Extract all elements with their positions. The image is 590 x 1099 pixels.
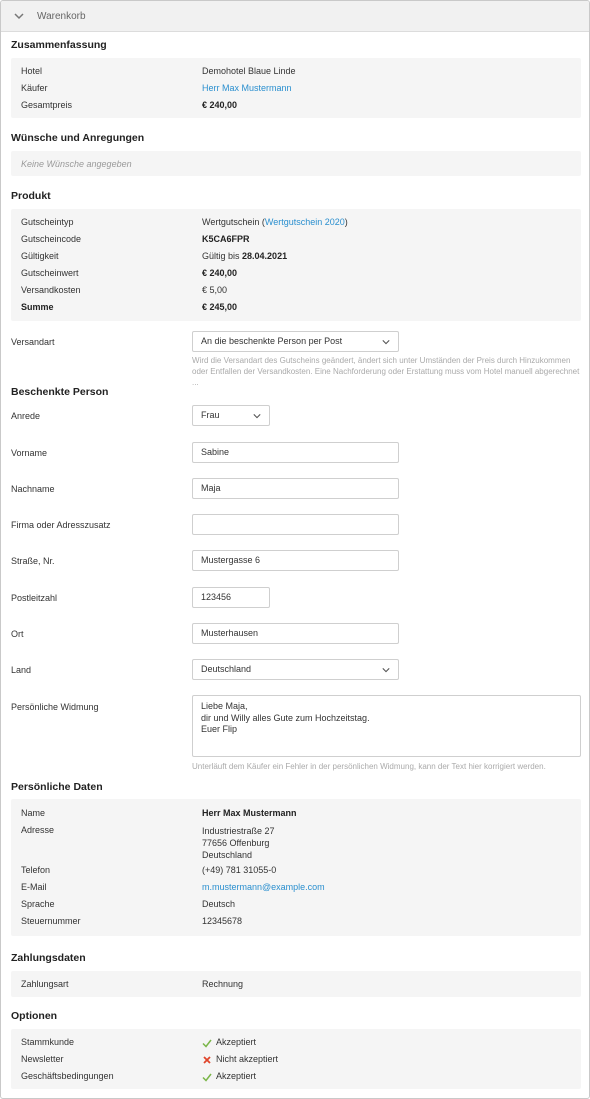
zip-label: Postleitzahl bbox=[11, 593, 58, 603]
zip-input[interactable]: 123456 bbox=[192, 587, 270, 608]
option-value bbox=[202, 1054, 278, 1065]
summary-row-buyer bbox=[21, 83, 571, 97]
payment-row-method bbox=[21, 979, 571, 993]
firstname-label: Vorname bbox=[11, 448, 48, 458]
address-line: Industriestraße 27 bbox=[202, 826, 275, 836]
product-value: € 245,00 bbox=[202, 302, 238, 312]
option-label: Stammkunde bbox=[21, 1037, 75, 1047]
product-label: Gültigkeit bbox=[21, 251, 59, 261]
product-box bbox=[11, 209, 581, 321]
payment-title: Zahlungsdaten bbox=[11, 952, 86, 964]
country-label: Land bbox=[11, 665, 32, 675]
option-row-newsletter bbox=[21, 1054, 571, 1068]
personal-value: Deutsch bbox=[202, 899, 236, 909]
option-label: Geschäftsbedingungen bbox=[21, 1071, 114, 1081]
cart-header[interactable] bbox=[1, 1, 589, 32]
personal-value: Herr Max Mustermann bbox=[202, 808, 297, 818]
summary-label: Hotel bbox=[21, 66, 43, 76]
address-line: Deutschland bbox=[202, 850, 253, 860]
summary-row-total bbox=[21, 100, 571, 114]
summary-label: Käufer bbox=[21, 83, 48, 93]
product-title: Produkt bbox=[11, 190, 51, 202]
dedication-hint: Unterläuft dem Käufer ein Fehler in der persönlichen Widmung, kann der Text hier korrigiert werden. bbox=[192, 762, 546, 771]
validity-date: 28.04.2021 bbox=[242, 251, 288, 261]
options-title: Optionen bbox=[11, 1010, 58, 1022]
lastname-label: Nachname bbox=[11, 484, 55, 494]
street-input[interactable]: Mustergasse 6 bbox=[192, 550, 399, 571]
wishes-box bbox=[11, 151, 581, 176]
chevron-down-icon bbox=[382, 666, 390, 674]
product-value: € 240,00 bbox=[202, 268, 238, 278]
dedication-label: Persönliche Widmung bbox=[11, 702, 99, 712]
shipping-selected: An die beschenkte Person per Post bbox=[201, 336, 343, 346]
address-line: 77656 Offenburg bbox=[202, 838, 270, 848]
personal-row-phone bbox=[21, 865, 571, 879]
wishes-title: Wünsche und Anregungen bbox=[11, 132, 145, 144]
product-value: € 5,00 bbox=[202, 285, 228, 295]
option-row-terms bbox=[21, 1071, 571, 1085]
personal-box bbox=[11, 799, 581, 936]
summary-title: Zusammenfassung bbox=[11, 39, 107, 51]
personal-row-address bbox=[21, 825, 571, 865]
personal-row-tax bbox=[21, 916, 571, 930]
recipient-title: Beschenkte Person bbox=[11, 386, 109, 398]
dedication-line: Liebe Maja, bbox=[201, 701, 248, 711]
option-status: Akzeptiert bbox=[216, 1071, 257, 1081]
option-status: Akzeptiert bbox=[216, 1037, 257, 1047]
product-label: Versandkosten bbox=[21, 285, 81, 295]
dedication-line: Euer Flip bbox=[201, 724, 238, 734]
summary-value: € 240,00 bbox=[202, 100, 238, 110]
product-label: Summe bbox=[21, 302, 54, 312]
payment-label: Zahlungsart bbox=[21, 979, 69, 989]
options-box bbox=[11, 1029, 581, 1089]
option-label: Newsletter bbox=[21, 1054, 64, 1064]
personal-row-name bbox=[21, 808, 571, 822]
summary-box bbox=[11, 58, 581, 118]
option-value bbox=[202, 1071, 256, 1082]
email-link[interactable]: m.mustermann@example.com bbox=[202, 882, 325, 892]
product-label: Gutscheintyp bbox=[21, 217, 74, 227]
country-selected: Deutschland bbox=[201, 664, 252, 674]
chevron-down-icon[interactable] bbox=[11, 8, 27, 24]
option-row-regular bbox=[21, 1037, 571, 1051]
option-status: Nicht akzeptiert bbox=[216, 1054, 279, 1064]
lastname-input[interactable]: Maja bbox=[192, 478, 399, 499]
city-input[interactable]: Musterhausen bbox=[192, 623, 399, 644]
shipping-label: Versandart bbox=[11, 337, 55, 347]
product-row-type bbox=[21, 217, 571, 231]
street-label: Straße, Nr. bbox=[11, 556, 55, 566]
wishes-empty: Keine Wünsche angegeben bbox=[21, 159, 132, 169]
payment-box bbox=[11, 971, 581, 997]
personal-row-language bbox=[21, 899, 571, 913]
product-row-validity bbox=[21, 251, 571, 265]
type-suffix: ) bbox=[344, 217, 348, 227]
salutation-select[interactable] bbox=[192, 405, 270, 426]
option-value bbox=[202, 1037, 256, 1048]
personal-label: Steuernummer bbox=[21, 916, 81, 926]
type-prefix: Wertgutschein ( bbox=[202, 217, 265, 227]
dedication-textarea[interactable] bbox=[192, 695, 581, 757]
personal-label: Adresse bbox=[21, 825, 55, 835]
country-select[interactable] bbox=[192, 659, 399, 680]
validity-prefix: Gültig bis bbox=[202, 251, 243, 261]
company-input[interactable] bbox=[192, 514, 399, 535]
summary-value: Demohotel Blaue Linde bbox=[202, 66, 296, 76]
personal-row-email bbox=[21, 882, 571, 896]
voucher-code: K5CA6FPR bbox=[202, 234, 250, 244]
personal-value bbox=[202, 825, 275, 861]
firstname-input[interactable]: Sabine bbox=[192, 442, 399, 463]
personal-label: Telefon bbox=[21, 865, 51, 875]
city-label: Ort bbox=[11, 629, 24, 639]
shipping-select[interactable] bbox=[192, 331, 399, 352]
cart-title: Warenkorb bbox=[37, 10, 86, 22]
product-row-shipping bbox=[21, 285, 571, 299]
personal-label: Sprache bbox=[21, 899, 55, 909]
buyer-link[interactable]: Herr Max Mustermann bbox=[202, 83, 292, 93]
payment-value: Rechnung bbox=[202, 979, 244, 989]
check-icon bbox=[202, 1072, 212, 1082]
personal-title: Persönliche Daten bbox=[11, 781, 103, 793]
summary-label: Gesamtpreis bbox=[21, 100, 73, 110]
voucher-type-link[interactable]: Wertgutschein 2020 bbox=[264, 217, 345, 227]
personal-value: (+49) 781 31055-0 bbox=[202, 865, 277, 875]
check-icon bbox=[202, 1038, 212, 1048]
product-label: Gutscheinwert bbox=[21, 268, 79, 278]
shipping-hint: Wird die Versandart des Gutscheins geändert, ändert sich unter Umständen der Preis durch Hinzukommen oder Entfallen der Versandkosten. Eine Nachforderung oder Erstattung muss vom Hotel manuell abgerechnet ... bbox=[192, 356, 580, 387]
personal-label: Name bbox=[21, 808, 46, 818]
personal-label: E-Mail bbox=[21, 882, 47, 892]
product-row-sum bbox=[21, 302, 571, 316]
product-row-code bbox=[21, 234, 571, 248]
product-label: Gutscheincode bbox=[21, 234, 82, 244]
chevron-down-icon bbox=[382, 338, 390, 346]
company-label: Firma oder Adresszusatz bbox=[11, 520, 111, 530]
dedication-line: dir und Willy alles Gute zum Hochzeitstag. bbox=[201, 712, 370, 723]
salutation-label: Anrede bbox=[11, 411, 41, 421]
product-value bbox=[202, 251, 287, 261]
salutation-selected: Frau bbox=[201, 410, 220, 420]
summary-row-hotel bbox=[21, 66, 571, 80]
personal-value: 12345678 bbox=[202, 916, 243, 926]
product-value bbox=[202, 217, 348, 227]
product-row-value bbox=[21, 268, 571, 282]
chevron-down-icon bbox=[253, 412, 261, 420]
cross-icon bbox=[202, 1055, 212, 1065]
